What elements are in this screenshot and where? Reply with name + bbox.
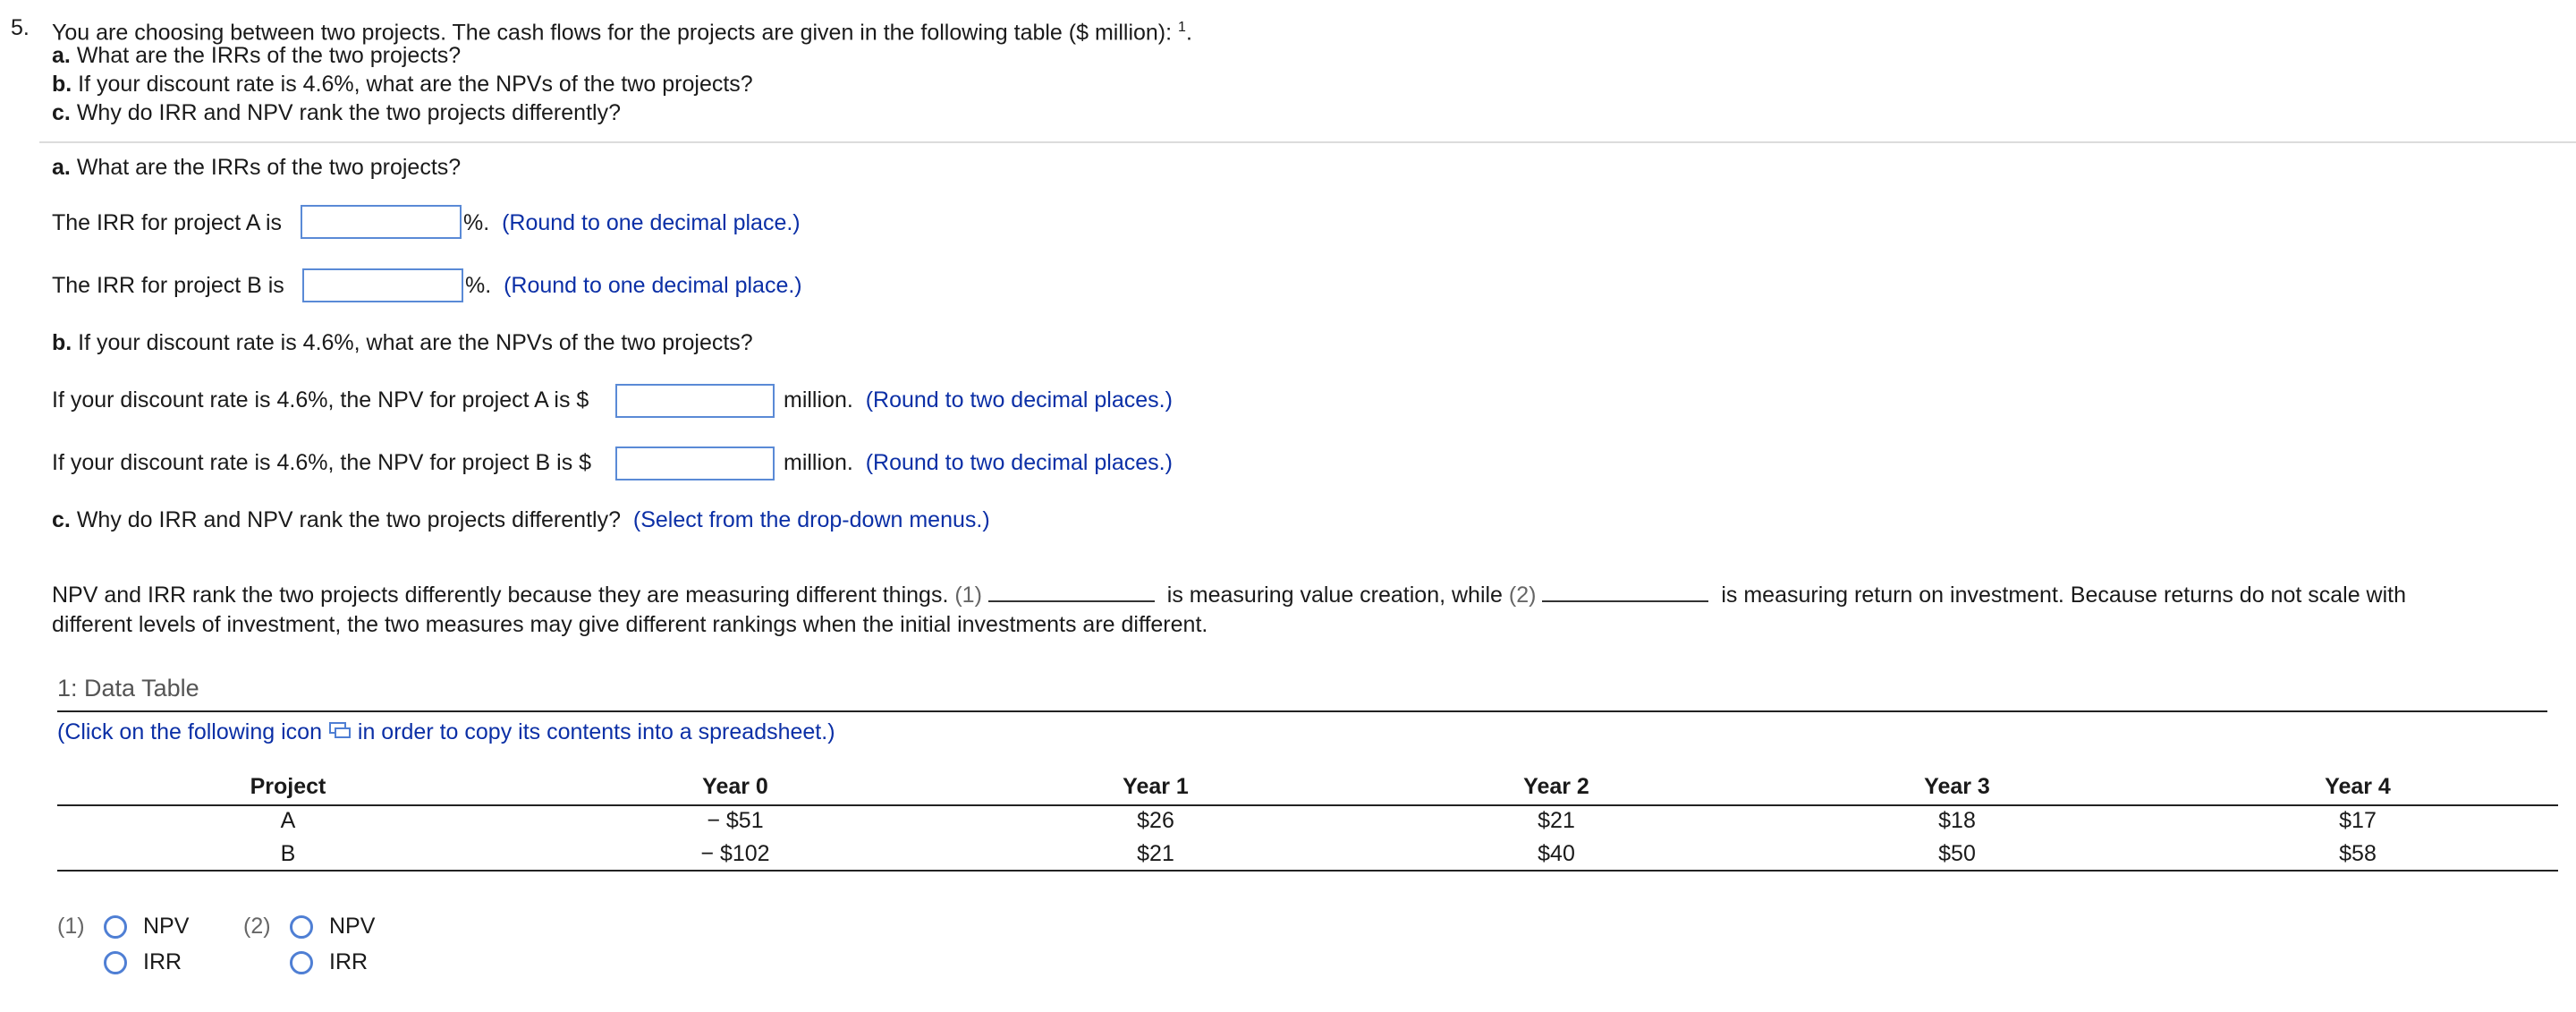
question-number: 5. <box>11 15 30 40</box>
copy-instruction: (Click on the following icon in order to copy its contents into a spreadsheet.) <box>57 719 835 746</box>
irr-a-label: The IRR for project A is <box>52 210 283 235</box>
table-cell: $50 <box>1938 841 1976 866</box>
question-intro: You are choosing between two projects. The cash flows for the projects are given in the following table ($ million): $^1$. <box>52 20 1192 46</box>
copy-spreadsheet-icon[interactable] <box>328 719 352 746</box>
question-item-c: c. Why do IRR and NPV rank the two projects differently? <box>52 100 621 125</box>
npv-a-input[interactable] <box>615 384 775 418</box>
table-cell: − $51 <box>707 808 764 833</box>
choice-2-npv-label[interactable]: NPV <box>329 914 376 939</box>
choice-group-2-label: (2) <box>243 914 271 939</box>
choice-group-1-label: (1) <box>57 914 85 939</box>
choice-1-npv-radio[interactable] <box>104 915 127 939</box>
table-bottom-rule <box>57 870 2558 872</box>
table-header-rule <box>57 804 2558 806</box>
table-cell: A <box>280 808 296 833</box>
blank2-label: (2) <box>1508 583 1537 608</box>
table-cell: $17 <box>2339 808 2377 833</box>
footnote-ref: 1 <box>1178 20 1186 35</box>
table-cell: $26 <box>1137 808 1174 833</box>
table-cell: $58 <box>2339 841 2377 866</box>
irr-b-label: The IRR for project B is <box>52 273 284 298</box>
npv-b-input[interactable] <box>615 446 775 480</box>
npv-b-label: If your discount rate is 4.6%, the NPV for project B is $ <box>52 450 592 475</box>
part-c-heading: c. Why do IRR and NPV rank the two projects differently? (Select from the drop-down menus.) <box>52 507 990 532</box>
data-table-title: 1: Data Table <box>57 675 199 702</box>
part-c-sentence: NPV and IRR rank the two projects differently because they are measuring different things. (1) is measuring value creation, while (2) is measuring return on investment. Because returns do not scale with <box>52 583 2407 608</box>
question-item-b: b. If your discount rate is 4.6%, what are the NPVs of the two projects? <box>52 72 753 97</box>
part-a-heading: a. What are the IRRs of the two projects? <box>52 155 462 180</box>
blank2-dropdown[interactable] <box>1542 584 1708 602</box>
npv-b-suffix: million. (Round to two decimal places.) <box>784 450 1173 475</box>
table-cell: $21 <box>1538 808 1575 833</box>
col-header-year2: Year 2 <box>1523 774 1589 799</box>
divider <box>39 141 2576 143</box>
choice-1-irr-radio[interactable] <box>104 951 127 974</box>
npv-a-label: If your discount rate is 4.6%, the NPV for project A is $ <box>52 387 589 412</box>
irr-b-input[interactable] <box>302 268 463 302</box>
table-cell: $40 <box>1538 841 1575 866</box>
data-table-rule <box>57 710 2547 712</box>
col-header-year1: Year 1 <box>1123 774 1189 799</box>
choice-1-npv-label[interactable]: NPV <box>143 914 190 939</box>
choice-2-npv-radio[interactable] <box>290 915 313 939</box>
choice-1-irr-label[interactable]: IRR <box>143 949 182 974</box>
col-header-year0: Year 0 <box>702 774 768 799</box>
part-b-heading: b. If your discount rate is 4.6%, what are the NPVs of the two projects? <box>52 330 753 355</box>
col-header-year4: Year 4 <box>2325 774 2391 799</box>
part-c-sentence-cont: different levels of investment, the two measures may give different rankings when the initial investments are different. <box>52 612 1208 637</box>
table-cell: B <box>280 841 296 866</box>
table-cell: $21 <box>1137 841 1174 866</box>
blank1-dropdown[interactable] <box>988 584 1155 602</box>
col-header-project: Project <box>250 774 326 799</box>
choice-2-irr-radio[interactable] <box>290 951 313 974</box>
choice-2-irr-label[interactable]: IRR <box>329 949 369 974</box>
table-cell: $18 <box>1938 808 1976 833</box>
col-header-year3: Year 3 <box>1924 774 1990 799</box>
irr-b-suffix: %. (Round to one decimal place.) <box>465 273 802 298</box>
irr-a-input[interactable] <box>301 205 462 239</box>
blank1-label: (1) <box>954 583 982 608</box>
npv-a-suffix: million. (Round to two decimal places.) <box>784 387 1173 412</box>
question-item-a: a. What are the IRRs of the two projects? <box>52 43 462 68</box>
table-cell: − $102 <box>700 841 770 866</box>
irr-a-suffix: %. (Round to one decimal place.) <box>463 210 801 235</box>
